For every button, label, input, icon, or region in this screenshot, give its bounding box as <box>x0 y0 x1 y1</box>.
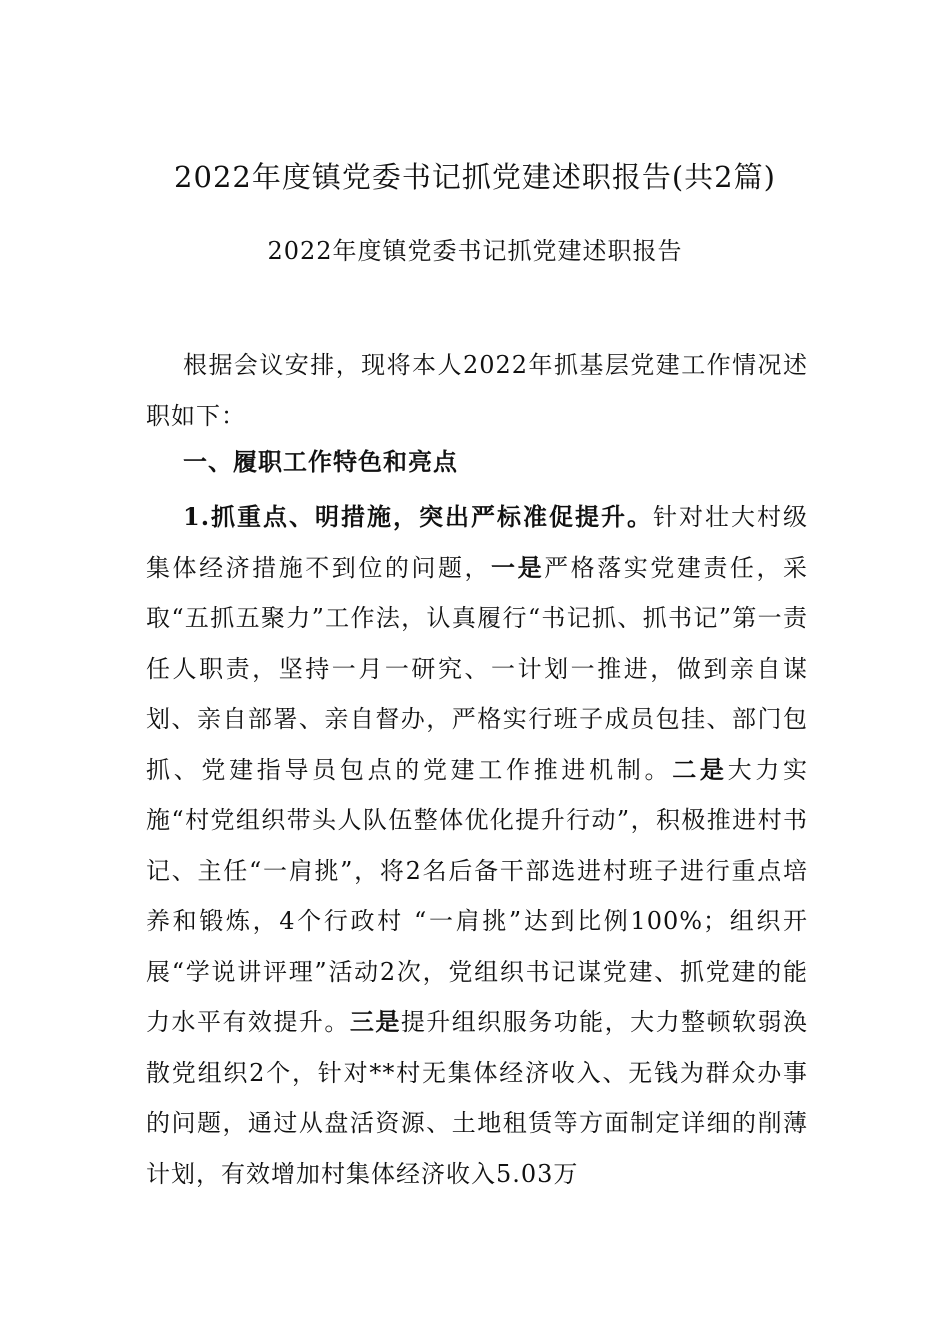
paragraph-lead: 1.抓重点、明措施，突出严标准促提升。 <box>183 502 654 531</box>
item-marker-1: 一是 <box>491 552 545 582</box>
paragraph-text: 严格落实党建责任，采取“五抓五聚力”工作法，认真履行“书记抓、抓书记”第一责任人职责，坚持一月一研究、一计划一推进，做到亲自谋划、亲自部署、亲自督办，严格实行班子成员包挂、部门包抓、党建指导员包点的党建工作推进机制。 <box>146 553 809 784</box>
paragraph-text: 提升组织服务功能，大力整顿软弱涣散党组织2个，针对**村无集体经济收入、无钱为群众办事的问题，通过从盘活资源、土地租赁等方面制定详细的削薄计划，有效增加村集体经济收入5.03万 <box>146 1008 809 1188</box>
paragraph-text: 大力实施“村党组织带头人队伍整体优化提升行动”，积极推进村书记、主任“一肩挑”，将2名后备干部选进村班子进行重点培养和锻炼，4个行政村 “一肩挑”达到比例100%；组织开展“学说讲评理”活动2次，党组织书记谋党建、抓党建的能力水平有效提升。 <box>146 755 809 1036</box>
body-paragraph <box>146 492 808 1199</box>
item-marker-2: 二是 <box>672 754 728 784</box>
paragraph-text: 针对壮大村级集体经济措施不到位的问题， <box>146 503 809 582</box>
item-marker-3: 三是 <box>349 1007 401 1036</box>
document-subtitle: 2022年度镇党委书记抓党建述职报告 <box>267 237 683 265</box>
intro-paragraph: 根据会议安排，现将本人2022年抓基层党建工作情况述职如下： <box>146 351 808 430</box>
section-heading: 一、履职工作特色和亮点 <box>183 447 458 476</box>
document-title: 2022年度镇党委书记抓党建述职报告(共2篇) <box>174 160 776 194</box>
